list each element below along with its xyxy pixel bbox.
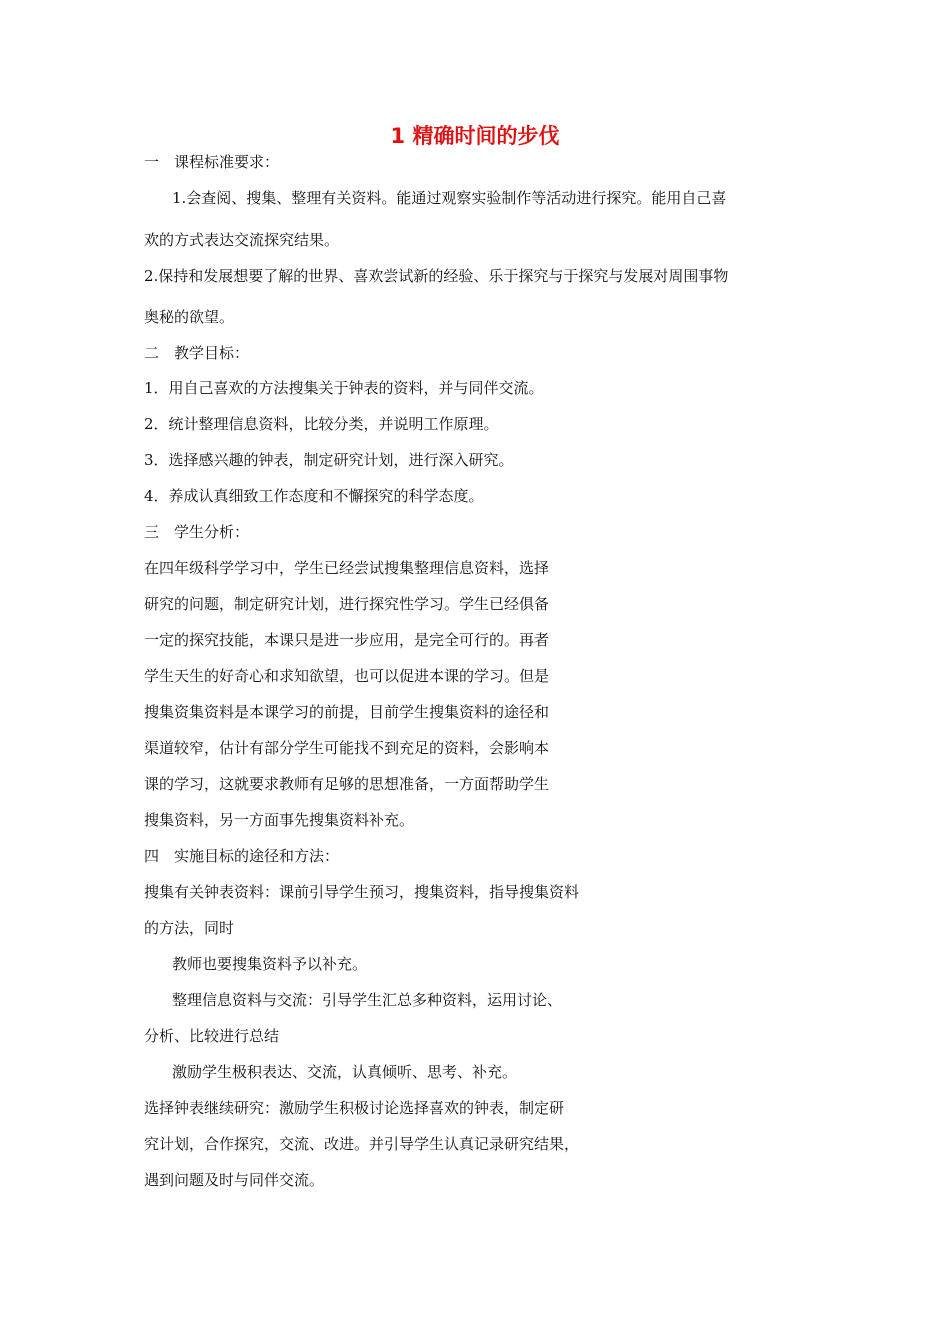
paragraph-line: 的方法，同时 — [144, 919, 235, 937]
paragraph-line: 搜集资料，另一方面事先搜集资料补充。 — [144, 811, 415, 829]
paragraph-line: 奥秘的欲望。 — [144, 308, 235, 326]
paragraph-line: 整理信息资料与交流：引导学生汇总多种资料，运用讨论、 — [172, 991, 563, 1009]
paragraph-line: 搜集资集资料是本课学习的前提，目前学生搜集资料的途径和 — [144, 703, 550, 721]
paragraph-line: 欢的方式表达交流探究结果。 — [144, 231, 340, 249]
paragraph-line: 激励学生极积表达、交流，认真倾听、思考、补充。 — [172, 1063, 518, 1081]
paragraph-line: 1.会查阅、搜集、整理有关资料。能通过观察实验制作等活动进行探究。能用自己喜 — [172, 189, 727, 207]
section-heading-4: 四 实施目标的途径和方法： — [144, 847, 340, 865]
paragraph-line: 渠道较窄，估计有部分学生可能找不到充足的资料，会影响本 — [144, 739, 550, 757]
paragraph-line: 学生天生的好奇心和求知欲望，也可以促进本课的学习。但是 — [144, 667, 550, 685]
paragraph-line: 究计划，合作探究，交流、改进。并引导学生认真记录研究结果， — [144, 1135, 580, 1153]
paragraph-line: 教师也要搜集资料予以补充。 — [172, 955, 368, 973]
list-item: 1．用自己喜欢的方法搜集关于钟表的资料，并与同伴交流。 — [144, 379, 544, 397]
list-item: 3．选择感兴趣的钟表，制定研究计划，进行深入研究。 — [144, 451, 514, 469]
paragraph-line: 分析、比较进行总结 — [144, 1027, 280, 1045]
list-item: 4．养成认真细致工作态度和不懈探究的科学态度。 — [144, 487, 484, 505]
section-heading-2: 二 教学目标： — [144, 344, 250, 362]
section-heading-1: 一 课程标准要求： — [144, 153, 280, 171]
paragraph-line: 2.保持和发展想要了解的世界、喜欢尝试新的经验、乐于探究与于探究与发展对周围事物 — [144, 267, 729, 285]
document-title: 1 精确时间的步伐 — [390, 124, 560, 148]
section-heading-3: 三 学生分析： — [144, 523, 250, 541]
paragraph-line: 选择钟表继续研究：激励学生积极讨论选择喜欢的钟表，制定研 — [144, 1099, 565, 1117]
paragraph-line: 一定的探究技能，本课只是进一步应用，是完全可行的。再者 — [144, 631, 550, 649]
list-item: 2．统计整理信息资料，比较分类，并说明工作原理。 — [144, 415, 499, 433]
paragraph-line: 课的学习，这就要求教师有足够的思想准备，一方面帮助学生 — [144, 775, 550, 793]
paragraph-line: 遇到问题及时与同伴交流。 — [144, 1171, 325, 1189]
paragraph-line: 在四年级科学学习中，学生已经尝试搜集整理信息资料，选择 — [144, 559, 550, 577]
paragraph-line: 研究的问题，制定研究计划，进行探究性学习。学生已经俱备 — [144, 595, 550, 613]
paragraph-line: 搜集有关钟表资料：课前引导学生预习，搜集资料，指导搜集资料 — [144, 883, 580, 901]
